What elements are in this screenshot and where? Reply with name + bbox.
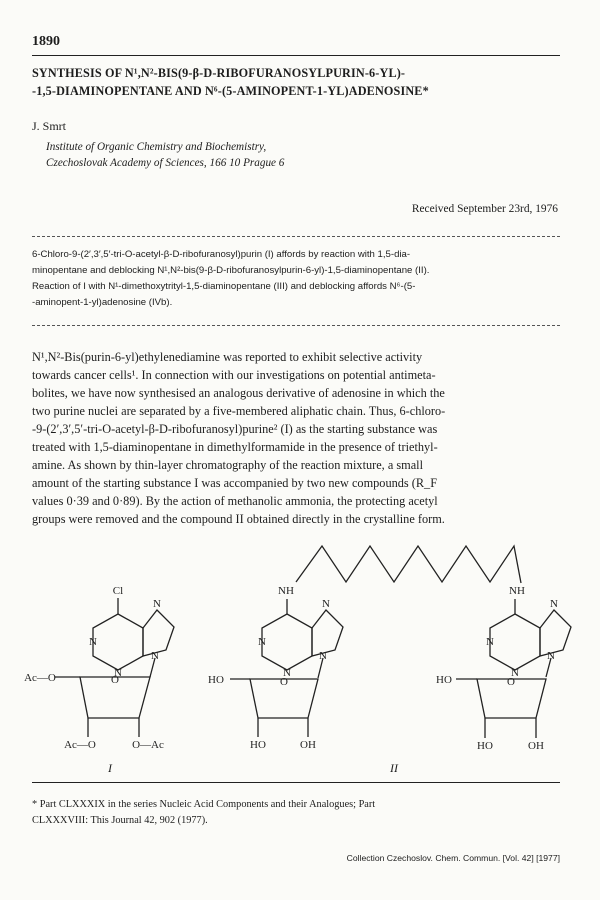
n7-label: N [153,598,161,610]
sugar-ring-compound-2-right [456,679,546,738]
acetoxy-3-label: O—Ac [132,739,164,751]
hydroxy-3-label-left: OH [300,739,316,751]
received-date: Received September 23rd, 1976 [411,203,558,215]
body-line: amine. As shown by thin-layer chromatography of the reaction mixture, a small [32,458,424,472]
chemical-structures-scheme [0,530,600,800]
abstract-line: -aminopent-1-yl)adenosine (IVb). [32,297,173,308]
author-name: J. Smrt [32,119,67,133]
footnote-line-2: CLXXXVIII: This Journal 42, 902 (1977). [32,815,208,826]
chloro-label: Cl [112,585,124,597]
body-line: bolites, we have now synthesised an analogous derivative of adenosine in which the [32,386,445,400]
abstract-line: 6-Chloro-9-(2′,3′,5′-tri-O-acetyl-β-D-ribofuranosyl)purin (I) affords by reaction with 1,5-dia- [32,249,411,260]
ring-oxygen-label-right: O [507,676,515,688]
pentamethylene-chain [296,546,521,583]
purine-ring-compound-2-right [490,599,571,677]
n1-label: N [89,636,97,648]
n3-label-right: N [511,667,519,679]
hydroxy-2-label-right: HO [477,740,493,752]
abstract-top-rule [32,236,560,237]
affiliation-line-2: Czechoslovak Academy of Sciences, 166 10 Prague 6 [46,157,285,169]
abstract-line: minopentane and deblocking N¹,N²-bis(9-β-D-ribofuranosylpurin-6-yl)-1,5-diaminopentane (II). [32,265,430,276]
ring-oxygen-label-left: O [280,676,288,688]
journal-citation: Collection Czechoslov. Chem. Commun. [Vol. 42] [1977] [346,853,560,863]
acetoxy-2-label: Ac—O [64,739,96,751]
title-line-2: -1,5-DIAMINOPENTANE AND N⁶-(5-AMINOPENT-1-YL)ADENOSINE* [32,84,429,98]
body-line: -9-(2′,3′,5′-tri-O-acetyl-β-D-ribofuranosyl)purine² (I) as the starting substance was [32,422,438,436]
body-line: groups were removed and the compound II obtained directly in the crystalline form. [32,512,445,526]
ring-oxygen-label: O [111,674,119,686]
n3-label: N [114,667,122,679]
n9-label: N [151,650,159,662]
hydroxy-5-label-right: HO [436,674,452,686]
affiliation-line-1: Institute of Organic Chemistry and Biochemistry, [46,141,267,153]
affiliation [46,139,284,171]
purine-ring-compound-2-left [262,599,343,678]
header-rule [32,55,560,56]
abstract-line: Reaction of I with N¹-dimethoxytrityl-1,5-diaminopentane (III) and deblocking affords N⁶-(5- [32,281,416,292]
sugar-ring-compound-2-left [230,679,318,737]
body-line: two purine nuclei are separated by a five-membered aliphatic chain. Thus, 6-chloro- [32,404,446,418]
abstract-bottom-rule [32,325,560,326]
n9-label-left: N [319,650,327,662]
n7-label-right: N [550,598,558,610]
n1-label-right: N [486,636,494,648]
hydroxy-5-label-left: HO [208,674,224,686]
n1-label-left: N [258,636,266,648]
article-title [32,64,560,100]
purine-ring-compound-1 [93,598,174,677]
hydroxy-2-label-left: HO [250,739,266,751]
compound-label-1: I [108,761,112,775]
footnote [32,797,560,829]
hydroxy-3-label-right: OH [528,740,544,752]
abstract [32,247,560,311]
body-line: amount of the starting substance I was accompanied by two new compounds (R_F [32,476,438,490]
nh-label-left: NH [278,585,294,597]
n9-label-right: N [547,650,555,662]
acetoxy-5-label: Ac—O [24,672,56,684]
footnote-line-1: * Part CLXXXIX in the series Nucleic Acid Components and their Analogues; Part [32,799,376,810]
page-number: 1890 [32,34,60,49]
title-line-1: SYNTHESIS OF N¹,N²-BIS(9-β-D-RIBOFURANOSYLPURIN-6-YL)- [32,66,406,80]
n7-label-left: N [322,598,330,610]
body-text [32,348,560,528]
footnote-rule [32,782,560,783]
sugar-ring-compound-1 [55,677,150,737]
compound-label-2: II [390,761,398,775]
n3-label-left: N [283,667,291,679]
body-line: values 0·39 and 0·89). By the action of methanolic ammonia, the protecting acetyl [32,494,438,508]
nh-label-right: NH [509,585,525,597]
body-line: treated with 1,5-diaminopentane in dimethylformamide in the presence of triethyl- [32,440,438,454]
body-line: N¹,N²-Bis(purin-6-yl)ethylenediamine was reported to exhibit selective activity [32,350,423,364]
body-line: towards cancer cells¹. In connection with our investigations on potential antimeta- [32,368,436,382]
